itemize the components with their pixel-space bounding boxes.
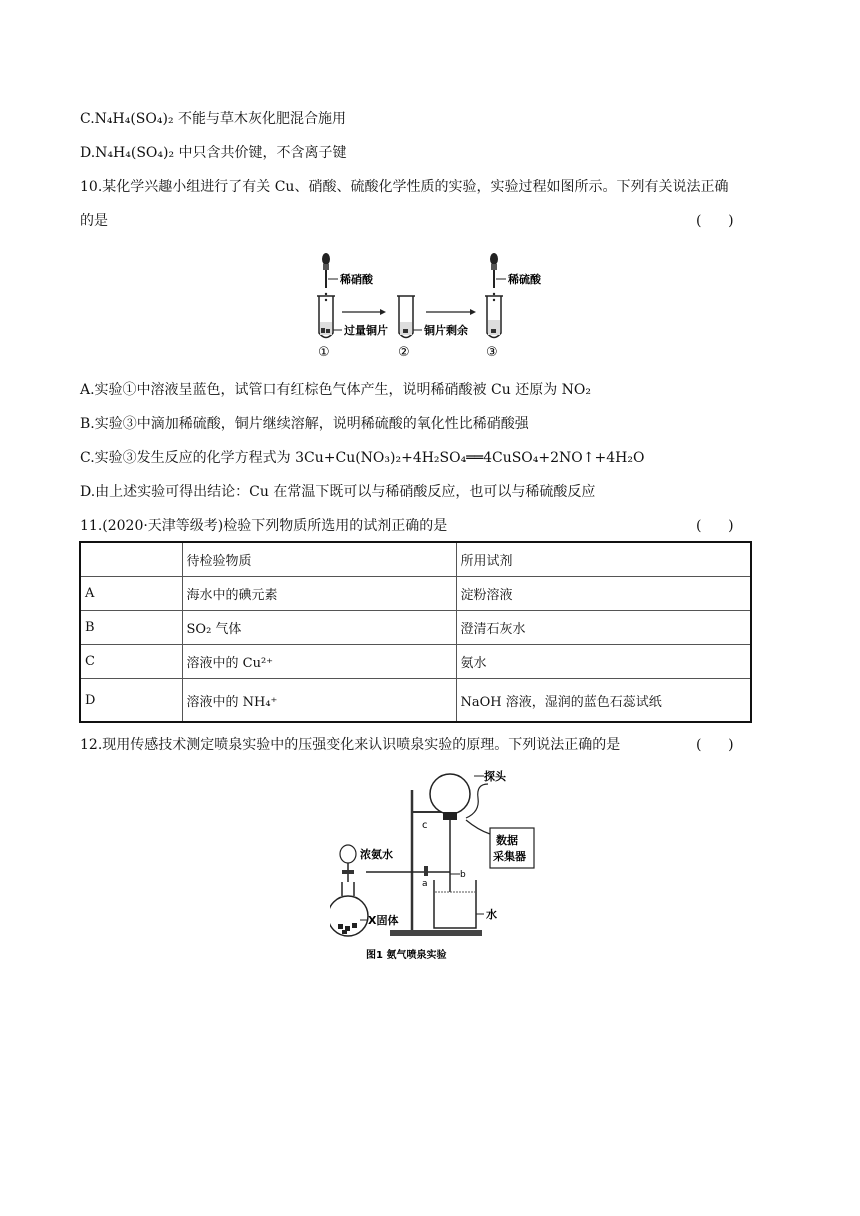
table-cell: SO₂ 气体 <box>182 611 456 645</box>
arrow-right-icon <box>380 309 386 315</box>
table-row <box>80 611 751 645</box>
q10-option-c: C.实验③发生反应的化学方程式为 3Cu+Cu(NO₃)₂+4H₂SO₄══4CuSO₄+2NO↑+4H₂O <box>80 450 645 466</box>
q12-stem: 12.现用传感技术测定喷泉实验中的压强变化来认识喷泉实验的原理。下列说法正确的是 <box>80 737 621 753</box>
q12-figure <box>330 768 560 968</box>
table-cell: 海水中的碘元素 <box>182 577 456 611</box>
beaker <box>434 880 476 928</box>
step-1-label: ① <box>318 345 330 360</box>
label-a: a <box>422 879 428 889</box>
q10-stem-line1: 10.某化学兴趣小组进行了有关 Cu、硝酸、硫酸化学性质的实验，实验过程如图所示。下列有关说法正确 <box>80 179 729 195</box>
dropper-icon <box>490 253 498 301</box>
q12-answer-paren: ( ) <box>696 737 734 753</box>
table-cell: 溶液中的 NH₄⁺ <box>182 679 456 723</box>
label-dilute-sulfuric: 稀硫酸 <box>508 273 541 286</box>
table-cell: 氨水 <box>456 645 751 679</box>
clamp-a <box>424 866 428 876</box>
table-cell: 溶液中的 Cu²⁺ <box>182 645 456 679</box>
label-excess-copper: 过量铜片 <box>344 324 388 337</box>
table-header-cell: 所用试剂 <box>456 542 751 577</box>
q10-option-b: B.实验③中滴加稀硫酸，铜片继续溶解，说明稀硫酸的氧化性比稀硝酸强 <box>80 416 529 432</box>
label-collector-1: 数据 <box>496 834 518 847</box>
separatory-funnel <box>340 845 356 882</box>
q10-option-d: D.由上述实验可得出结论：Cu 在常温下既可以与稀硝酸反应，也可以与稀硫酸反应 <box>80 484 596 500</box>
label-conc-ammonia: 浓氨水 <box>360 848 393 861</box>
test-tube-3 <box>485 296 503 338</box>
table-row <box>80 645 751 679</box>
table-row <box>80 577 751 611</box>
q10-answer-paren: ( ) <box>696 213 734 229</box>
label-b: b <box>460 870 466 880</box>
q10-option-a: A.实验①中溶液呈蓝色，试管口有红棕色气体产生，说明稀硝酸被 Cu 还原为 NO₂ <box>80 382 591 398</box>
step-2-label: ② <box>398 345 410 360</box>
arrow-right-icon <box>470 309 476 315</box>
q10-stem-line2: 的是 <box>80 213 108 229</box>
q11-answer-paren: ( ) <box>696 518 734 534</box>
q11-table <box>79 541 752 723</box>
dropper-icon <box>322 253 330 301</box>
table-cell: B <box>80 611 182 645</box>
q10-figure <box>300 250 560 362</box>
table-cell: C <box>80 645 182 679</box>
stand-base <box>390 930 482 936</box>
figure-caption: 图1 氨气喷泉实验 <box>366 950 447 961</box>
label-dilute-nitric: 稀硝酸 <box>340 273 373 286</box>
label-x-solid: X固体 <box>368 914 399 927</box>
table-cell: D <box>80 679 182 723</box>
label-probe: 探头 <box>484 770 506 783</box>
step-3-label: ③ <box>486 345 498 360</box>
label-c: c <box>422 820 428 831</box>
q11-stem: 11.(2020·天津等级考)检验下列物质所选用的试剂正确的是 <box>80 518 448 534</box>
table-cell: 淀粉溶液 <box>456 577 751 611</box>
label-collector-2: 采集器 <box>493 850 526 863</box>
table-cell: 澄清石灰水 <box>456 611 751 645</box>
table-row <box>80 679 751 723</box>
table-cell: NaOH 溶液，湿润的蓝色石蕊试纸 <box>456 679 751 723</box>
label-copper-left: 铜片剩余 <box>424 324 468 337</box>
q9-option-d: D.N₄H₄(SO₄)₂ 中只含共价键，不含离子键 <box>80 145 347 161</box>
test-tube-1 <box>317 296 335 338</box>
table-header-row <box>80 542 751 577</box>
test-tube-2 <box>397 296 415 338</box>
table-header-cell <box>80 542 182 577</box>
label-water: 水 <box>486 908 497 921</box>
round-flask <box>330 882 368 936</box>
table-cell: A <box>80 577 182 611</box>
q9-option-c: C.N₄H₄(SO₄)₂ 不能与草木灰化肥混合施用 <box>80 111 347 127</box>
table-header-cell: 待检验物质 <box>182 542 456 577</box>
